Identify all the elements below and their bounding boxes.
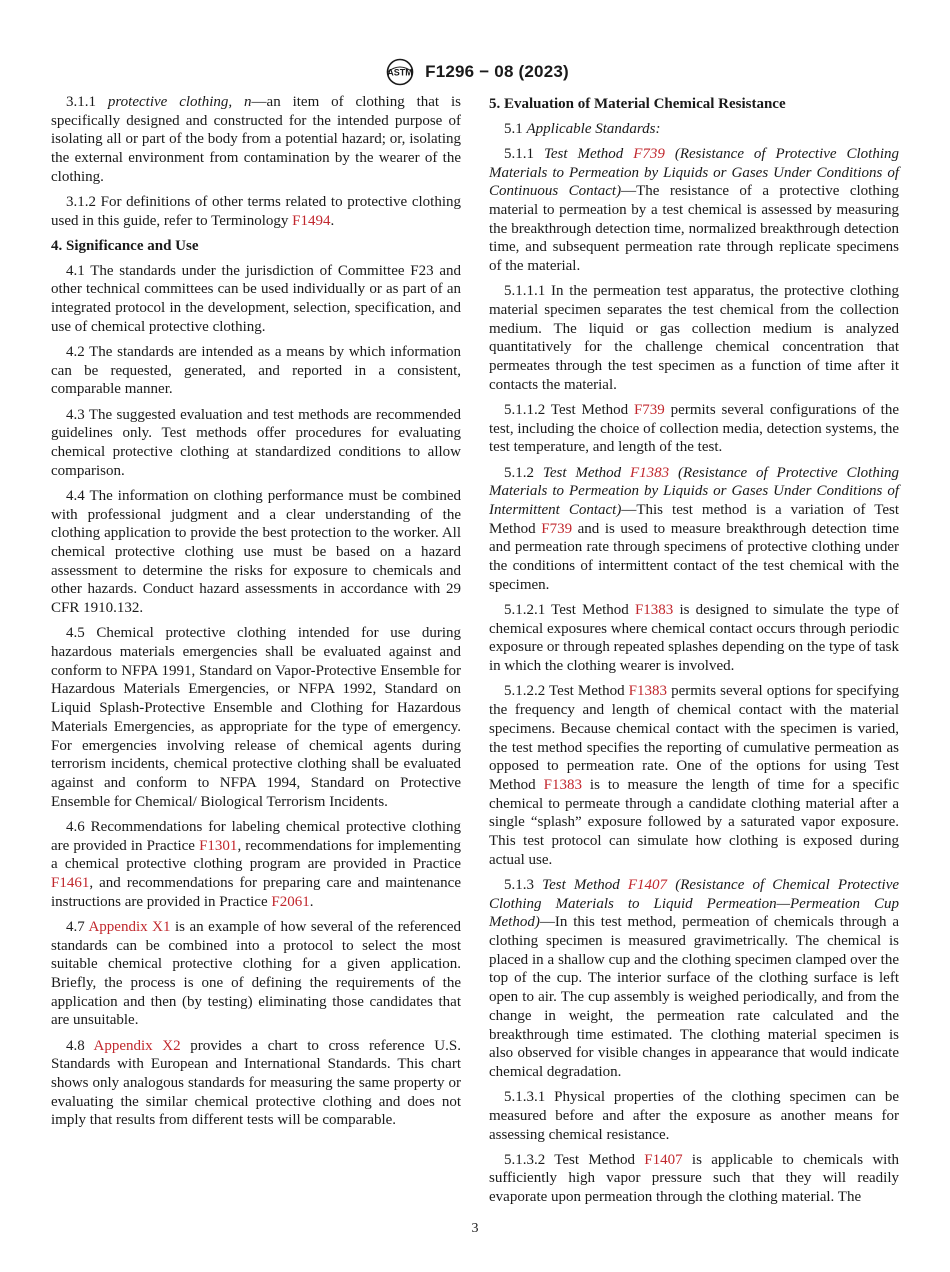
link-f1383[interactable]: F1383 — [628, 683, 667, 700]
paragraph-4-8: 4.8 Appendix X2 provides a chart to cross reference U.S. Standards with European and International Standards. This chart shows only analogous standards for measuring the same property or evaluating the similar chemical protective clothing and does not imply that results from different tests will be comparable. — [51, 1037, 461, 1129]
document-designation: F1296 − 08 (2023) — [425, 62, 569, 81]
svg-text:ASTM: ASTM — [387, 67, 413, 78]
link-f1383[interactable]: F1383 — [543, 776, 582, 793]
paragraph-5-1-1-1: 5.1.1.1 In the permeation test apparatus, the protective clothing material specimen separates the test chemical from the collection medium. The liquid or gas collection medium is analyzed quantitatively for the challenge chemical concentration that permeates through the test specimen as a function of time after it contacts the material. — [489, 283, 899, 393]
link-f739[interactable]: F739 — [633, 402, 665, 419]
link-f739[interactable]: F739 — [541, 520, 573, 537]
paragraph-5-1-3: 5.1.3 Test Method F1407 (Resistance of Chemical Protective Clothing Materials to Liquid Permeation—Permeation Cup Method)—In this test method, permeation of chemicals through a clothing specimen is measured gravimetrically. The chemical is placed in a shallow cup and the clothing specimen clamped over the top of the cup. The interior surface of the clothing surface is left open to air. The cup assembly is weighed periodically, and from the change in weight, the permeation rate calculated and the breakthrough time estimated. The clothing material specimen is also observed for visible changes in appearance that would indicate chemical degradation. — [489, 876, 900, 1080]
link-f1407[interactable]: F1407 — [627, 876, 668, 893]
paragraph-4-4: 4.4 The information on clothing performance must be combined with professional judgment and a clear understanding of the clothing application to provide the best protection to the worker. All chemical protective clothing use must be based on a hazard assessment to determine the risks for exposure to chemicals and other hazards. Conduct hazard assessments in accordance with 29 CFR 1910.132. — [51, 487, 461, 617]
link-appendix-x1[interactable]: Appendix X1 — [88, 918, 171, 935]
paragraph-4-1: 4.1 The standards under the jurisdiction of Committee F23 and other technical committees can be used individually or as part of an integrated protocol in the development, selection, specification, and use of chemical protective clothing. — [51, 262, 461, 335]
link-f1407[interactable]: F1407 — [644, 1151, 683, 1168]
link-f2061[interactable]: F2061 — [271, 893, 310, 910]
paragraph-5-1-3-2: 5.1.3.2 Test Method F1407 is applicable to chemicals with sufficiently high vapor pressure such that they will readily evaporate upon permeation through the clothing material. The — [489, 1151, 899, 1206]
paragraph-4-3: 4.3 The suggested evaluation and test methods are recommended guidelines only. Test methods offer procedures for evaluating chemical protective clothing at standardized conditions to allow comparison. — [51, 406, 461, 479]
right-column — [489, 93, 899, 1213]
paragraph-4-7: 4.7 Appendix X1 is an example of how several of the referenced standards can be combined into a protocol to select the most suitable chemical protective clothing for a given application. Briefly, the process is one of defining the requirements of the application and then (by testing) eliminating those candidates that are unsuitable. — [51, 918, 461, 1029]
paragraph-5-1-2-1: 5.1.2.1 Test Method F1383 is designed to simulate the type of chemical exposures where chemical contact occurs through periodic exposure or through repeated splashes depending on the type of task in which the clothing wearer is involved. — [489, 602, 899, 675]
paragraph-5-1-2: 5.1.2 Test Method F1383 (Resistance of Protective Clothing Materials to Permeation by Liquids or Gases Under Conditions of Intermittent Contact)—This test method is a variation of Test Method F739 and is used to measure breakthrough detection time and permeation rate through specimens of protective clothing under the conditions of intermittent contact of the test chemical with the specimen. — [489, 464, 900, 593]
paragraph-4-2: 4.2 The standards are intended as a means by which information can be requested, generated, and reported in a consistent, comparable manner. — [51, 343, 461, 398]
paragraph-4-6: 4.6 Recommendations for labeling chemical protective clothing are provided in Practice F1301, recommendations for implementing a chemical protective clothing program are provided in Practice F1461, and recommendations for preparing care and maintenance instructions are provided in Practice F2061. — [51, 818, 461, 910]
paragraph-5-1-1: 5.1.1 Test Method F739 (Resistance of Protective Clothing Materials to Permeation by Liquids or Gases Under Conditions of Continuous Contact)—The resistance of a protective clothing material to permeation by a test chemical is assessed by measuring the breakthrough detection time, normalized breakthrough detection time, and subsequent permeation rate through replicate specimens of the material. — [489, 145, 899, 275]
astm-logo-icon — [381, 58, 419, 86]
link-f1461[interactable]: F1461 — [51, 874, 90, 891]
link-f1301[interactable]: F1301 — [199, 837, 238, 854]
paragraph-3-1-2: 3.1.2 For definitions of other terms related to protective clothing used in this guide, refer to Terminology F1494. — [51, 194, 461, 229]
link-f1383[interactable]: F1383 — [630, 464, 670, 481]
paragraph-4-5: 4.5 Chemical protective clothing intended for use during hazardous materials emergencies shall be evaluated against and conform to NFPA 1991, Standard on Vapor-Protective Ensemble for Hazardous Materials Emergencies, or NFPA 1992, Standard on Liquid Splash-Protective Ensemble and Clothing for Hazardous Materials Emergencies, as appropriate for the type of emergency. For emergencies involving release of chemical agents during terrorism incidents, chemical protective clothing shall be evaluated against and conform to NFPA 1994, Standard on Protective Ensemble for Chemical/ Biological Terrorism Incidents. — [51, 625, 461, 810]
paragraph-3-1-1: 3.1.1 protective clothing, n—an item of clothing that is specifically designed and constructed for the intended purpose of isolating all or part of the body from a potential hazard; or, isolating the external environment from contamination by the wearer of the clothing. — [51, 94, 461, 185]
paragraph-5-1-1-2: 5.1.1.2 Test Method F739 permits several configurations of the test, including the choice of collection media, detection systems, the test temperature, and length of the test. — [489, 402, 899, 456]
paragraph-5-1: 5.1 Applicable Standards: — [504, 120, 661, 137]
link-f1383[interactable]: F1383 — [634, 602, 674, 619]
link-appendix-x2[interactable]: Appendix X2 — [93, 1037, 181, 1054]
paragraph-5-1-3-1: 5.1.3.1 Physical properties of the clothing specimen can be measured before and after the exposure as another means for assessing chemical resistance. — [489, 1089, 899, 1143]
section-4-heading: 4. Significance and Use — [51, 237, 199, 254]
page-number: 3 — [471, 1221, 479, 1236]
link-f739[interactable]: F739 — [633, 145, 665, 162]
section-5-heading: 5. Evaluation of Material Chemical Resistance — [489, 96, 786, 112]
paragraph-5-1-2-2: 5.1.2.2 Test Method F1383 permits several options for specifying the frequency and length of chemical contact with the material specimens. Because chemical contact with the specimen is varied, the test method specifies the reporting of cumulative permeation as opposed to permeation rate. One of the options for using Test Method F1383 is to measure the length of time for a specific chemical to permeate through a candidate clothing material after a single “splash” exposure followed by a saturated vapor exposure. This test protocol can simulate how clothing is exposed during actual use. — [489, 683, 899, 868]
left-column — [51, 93, 461, 1137]
page-header — [0, 58, 950, 84]
link-f1494[interactable]: F1494 — [292, 212, 331, 229]
